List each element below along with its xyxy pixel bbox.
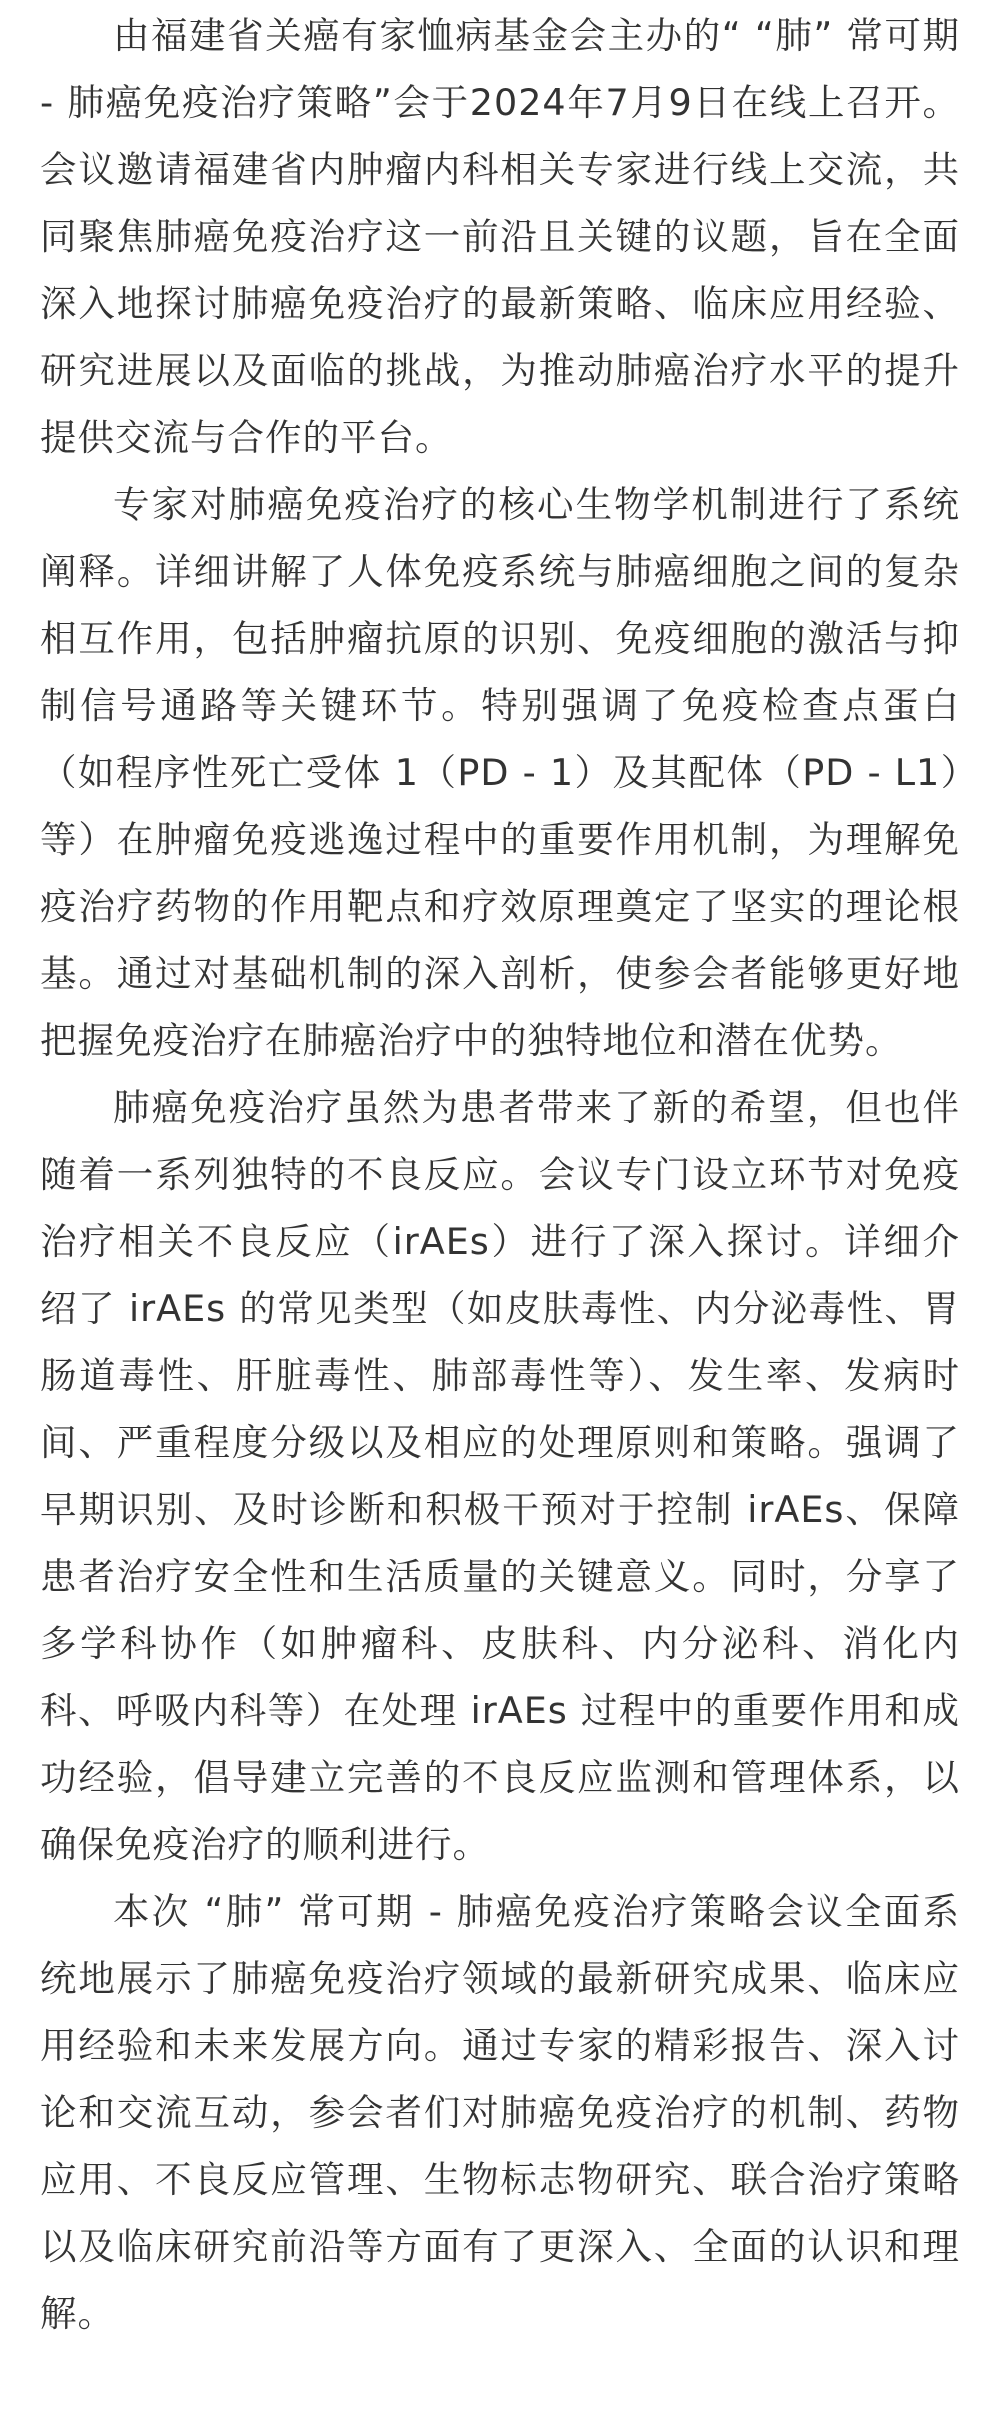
paragraph-meeting-intro: 由福建省关癌有家恤病基金会主办的“ “肺” 常可期 - 肺癌免疫治疗策略”会于2024年7月9日在线上召开。会议邀请福建省内肿瘤内科相关专家进行线上交流，共同聚焦肺癌免疫治疗这一前沿且关键的议题，旨在全面深入地探讨肺癌免疫治疗的最新策略、临床应用经验、研究进展以及面临的挑战，为推动肺癌治疗水平的提升提供交流与合作的平台。: [40, 14, 960, 459]
paragraph-adverse-reactions: 肺癌免疫治疗虽然为患者带来了新的希望，但也伴随着一系列独特的不良反应。会议专门设立环节对免疫治疗相关不良反应（irAEs）进行了深入探讨。详细介绍了 irAEs 的常见类型（如皮肤毒性、内分泌毒性、胃肠道毒性、肝脏毒性、肺部毒性等）、发生率、发病时间、严重程度分级以及相应的处理原则和策略。强调了早期识别、及时诊断和积极干预对于控制 irAEs、保障患者治疗安全性和生活质量的关键意义。同时，分享了多学科协作（如肿瘤科、皮肤科、内分泌科、消化内科、呼吸内科等）在处理 irAEs 过程中的重要作用和成功经验，倡导建立完善的不良反应监测和管理体系，以确保免疫治疗的顺利进行。: [40, 1086, 960, 1866]
paragraph-summary: 本次 “肺” 常可期 - 肺癌免疫治疗策略会议全面系统地展示了肺癌免疫治疗领域的最新研究成果、临床应用经验和未来发展方向。通过专家的精彩报告、深入讨论和交流互动，参会者们对肺癌免疫治疗的机制、药物应用、不良反应管理、生物标志物研究、联合治疗策略以及临床研究前沿等方面有了更深入、全面的认识和理解。: [40, 1890, 960, 2335]
paragraph-mechanism: 专家对肺癌免疫治疗的核心生物学机制进行了系统阐释。详细讲解了人体免疫系统与肺癌细胞之间的复杂相互作用，包括肿瘤抗原的识别、免疫细胞的激活与抑制信号通路等关键环节。特别强调了免疫检查点蛋白（如程序性死亡受体 1（PD - 1）及其配体（PD - L1）等）在肿瘤免疫逃逸过程中的重要作用机制，为理解免疫治疗药物的作用靶点和疗效原理奠定了坚实的理论根基。通过对基础机制的深入剖析，使参会者能够更好地把握免疫治疗在肺癌治疗中的独特地位和潜在优势。: [40, 483, 960, 1062]
